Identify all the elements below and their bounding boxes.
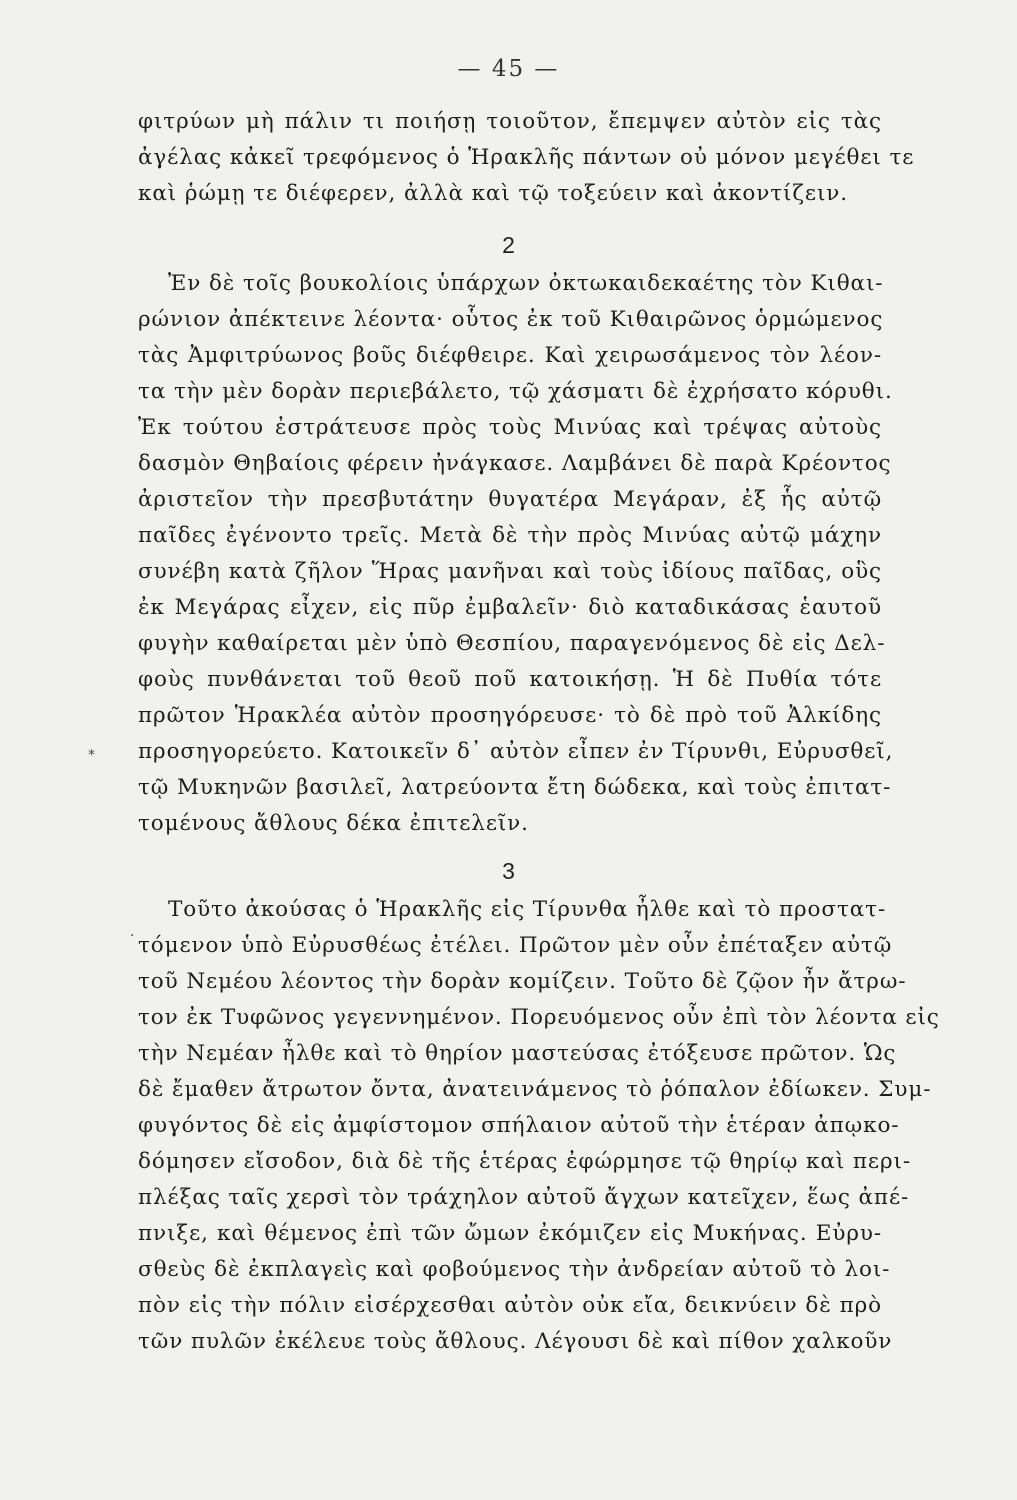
text-line: Τοῦτο ἀκούσας ὁ Ἡρακλῆς εἰς Τίρυνθα ἦλθε καὶ τὸ προστατ- [168,897,887,922]
section-number-2: 2 [502,232,515,258]
text-line: συνέβη κατὰ ζῆλον Ἥρας μανῆναι καὶ τοὺς ἰδίους παῖδας, οὓς [138,559,882,584]
text-line: τῷ Μυκηνῶν βασιλεῖ, λατρεύοντα ἔτη δώδεκα, καὶ τοὺς ἐπιτατ- [138,775,892,800]
text-line: ἀγέλας κἀκεῖ τρεφόμενος ὁ Ἡρακλῆς πάντων οὐ μόνον μεγέθει τε [138,145,915,170]
text-line: σθεὺς δὲ ἐκπλαγεὶς καὶ φοβούμενος τὴν ἀνδρείαν αὐτοῦ τὸ λοι- [138,1257,891,1282]
text-line: δὲ ἔμαθεν ἄτρωτον ὄντα, ἀνατεινάμενος τὸ ῥόπαλον ἐδίωκεν. Συμ- [138,1077,932,1102]
paragraph-section-2 [138,266,894,842]
text-line: πλέξας ταῖς χερσὶ τὸν τράχηλον αὐτοῦ ἄγχων κατεῖχεν, ἕως ἀπέ- [138,1185,910,1210]
text-line: φυγὴν καθαίρεται μὲν ὑπὸ Θεσπίου, παραγενόμενος δὲ εἰς Δελ- [138,631,886,656]
text-line: πὸν εἰς τὴν πόλιν εἰσέρχεσθαι αὐτὸν οὐκ εἴα, δεικνύειν δὲ πρὸ [138,1293,882,1318]
margin-mark: · [130,928,135,944]
page-number: — 45 — [457,56,560,82]
text-line: παῖδες ἐγένοντο τρεῖς. Μετὰ δὲ τὴν πρὸς Μινύας αὐτῷ μάχην [138,523,882,548]
margin-mark: ⁎ [88,743,95,759]
text-line: δασμὸν Θηβαίοις φέρειν ἠνάγκασε. Λαμβάνει δὲ παρὰ Κρέοντος [138,451,892,476]
text-line: καὶ ῥώμῃ τε διέφερεν, ἀλλὰ καὶ τῷ τοξεύειν καὶ ἀκοντίζειν. [138,181,848,206]
text-line: φιτρύων μὴ πάλιν τι ποιήσῃ τοιοῦτον, ἔπεμψεν αὐτὸν εἰς τὰς [138,109,882,134]
text-line: τοῦ Νεμέου λέοντος τὴν δορὰν κομίζειν. Τοῦτο δὲ ζῷον ἦν ἄτρω- [138,969,907,994]
text-line: τὴν Νεμέαν ἦλθε καὶ τὸ θηρίον μαστεύσας ἐτόξευσε πρῶτον. Ὡς [138,1041,897,1066]
paragraph-section-3 [138,892,940,1360]
text-line: δόμησεν εἴσοδον, διὰ δὲ τῆς ἑτέρας ἐφώρμησε τῷ θηρίῳ καὶ περι- [138,1149,911,1174]
paragraph-continuation [138,104,915,212]
text-line: ρώνιον ἀπέκτεινε λέοντα· οὗτος ἐκ τοῦ Κιθαιρῶνος ὁρμώμενος [138,307,884,332]
text-line: τὰς Ἀμφιτρύωνος βοῦς διέφθειρε. Καὶ χειρωσάμενος τὸν λέον- [138,343,882,368]
text-line: Ἐκ τούτου ἐστράτευσε πρὸς τοὺς Μινύας καὶ τρέψας αὐτοὺς [138,415,882,440]
section-number-3: 3 [502,858,515,884]
text-line: Ἐν δὲ τοῖς βουκολίοις ὑπάρχων ὀκτωκαιδεκαέτης τὸν Κιθαι- [168,271,884,296]
text-line: ἐκ Μεγάρας εἶχεν, εἰς πῦρ ἐμβαλεῖν· διὸ καταδικάσας ἑαυτοῦ [138,595,882,620]
text-line: φυγόντος δὲ εἰς ἀμφίστομον σπήλαιον αὐτοῦ τὴν ἑτέραν ἀπῳκο- [138,1113,900,1138]
text-line: τομένους ἄθλους δέκα ἐπιτελεῖν. [138,811,529,836]
text-line: τόμενον ὑπὸ Εὐρυσθέως ἐτέλει. Πρῶτον μὲν οὖν ἐπέταξεν αὐτῷ [138,933,893,958]
text-line: πρῶτον Ἡρακλέα αὐτὸν προσηγόρευσε· τὸ δὲ πρὸ τοῦ Ἀλκίδης [138,703,882,728]
text-line: φοὺς πυνθάνεται τοῦ θεοῦ ποῦ κατοικήσῃ. Ἡ δὲ Πυθία τότε [138,667,882,692]
text-line: τῶν πυλῶν ἐκέλευε τοὺς ἄθλους. Λέγουσι δὲ καὶ πίθον χαλκοῦν [138,1329,893,1354]
text-line: τα τὴν μὲν δορὰν περιεβάλετο, τῷ χάσματι δὲ ἐχρήσατο κόρυθι. [138,379,893,404]
text-line: προσηγορεύετο. Κατοικεῖν δ᾽ αὐτὸν εἶπεν ἐν Τίρυνθι, Εὐρυσθεῖ, [138,739,894,764]
text-line: πνιξε, καὶ θέμενος ἐπὶ τῶν ὤμων ἐκόμιζεν εἰς Μυκήνας. Εὐρυ- [138,1221,882,1246]
text-line: ἀριστεῖον τὴν πρεσβυτάτην θυγατέρα Μεγάραν, ἐξ ἧς αὐτῷ [138,487,882,512]
text-line: τον ἐκ Τυφῶνος γεγεννημένον. Πορευόμενος οὖν ἐπὶ τὸν λέοντα εἰς [138,1005,940,1030]
